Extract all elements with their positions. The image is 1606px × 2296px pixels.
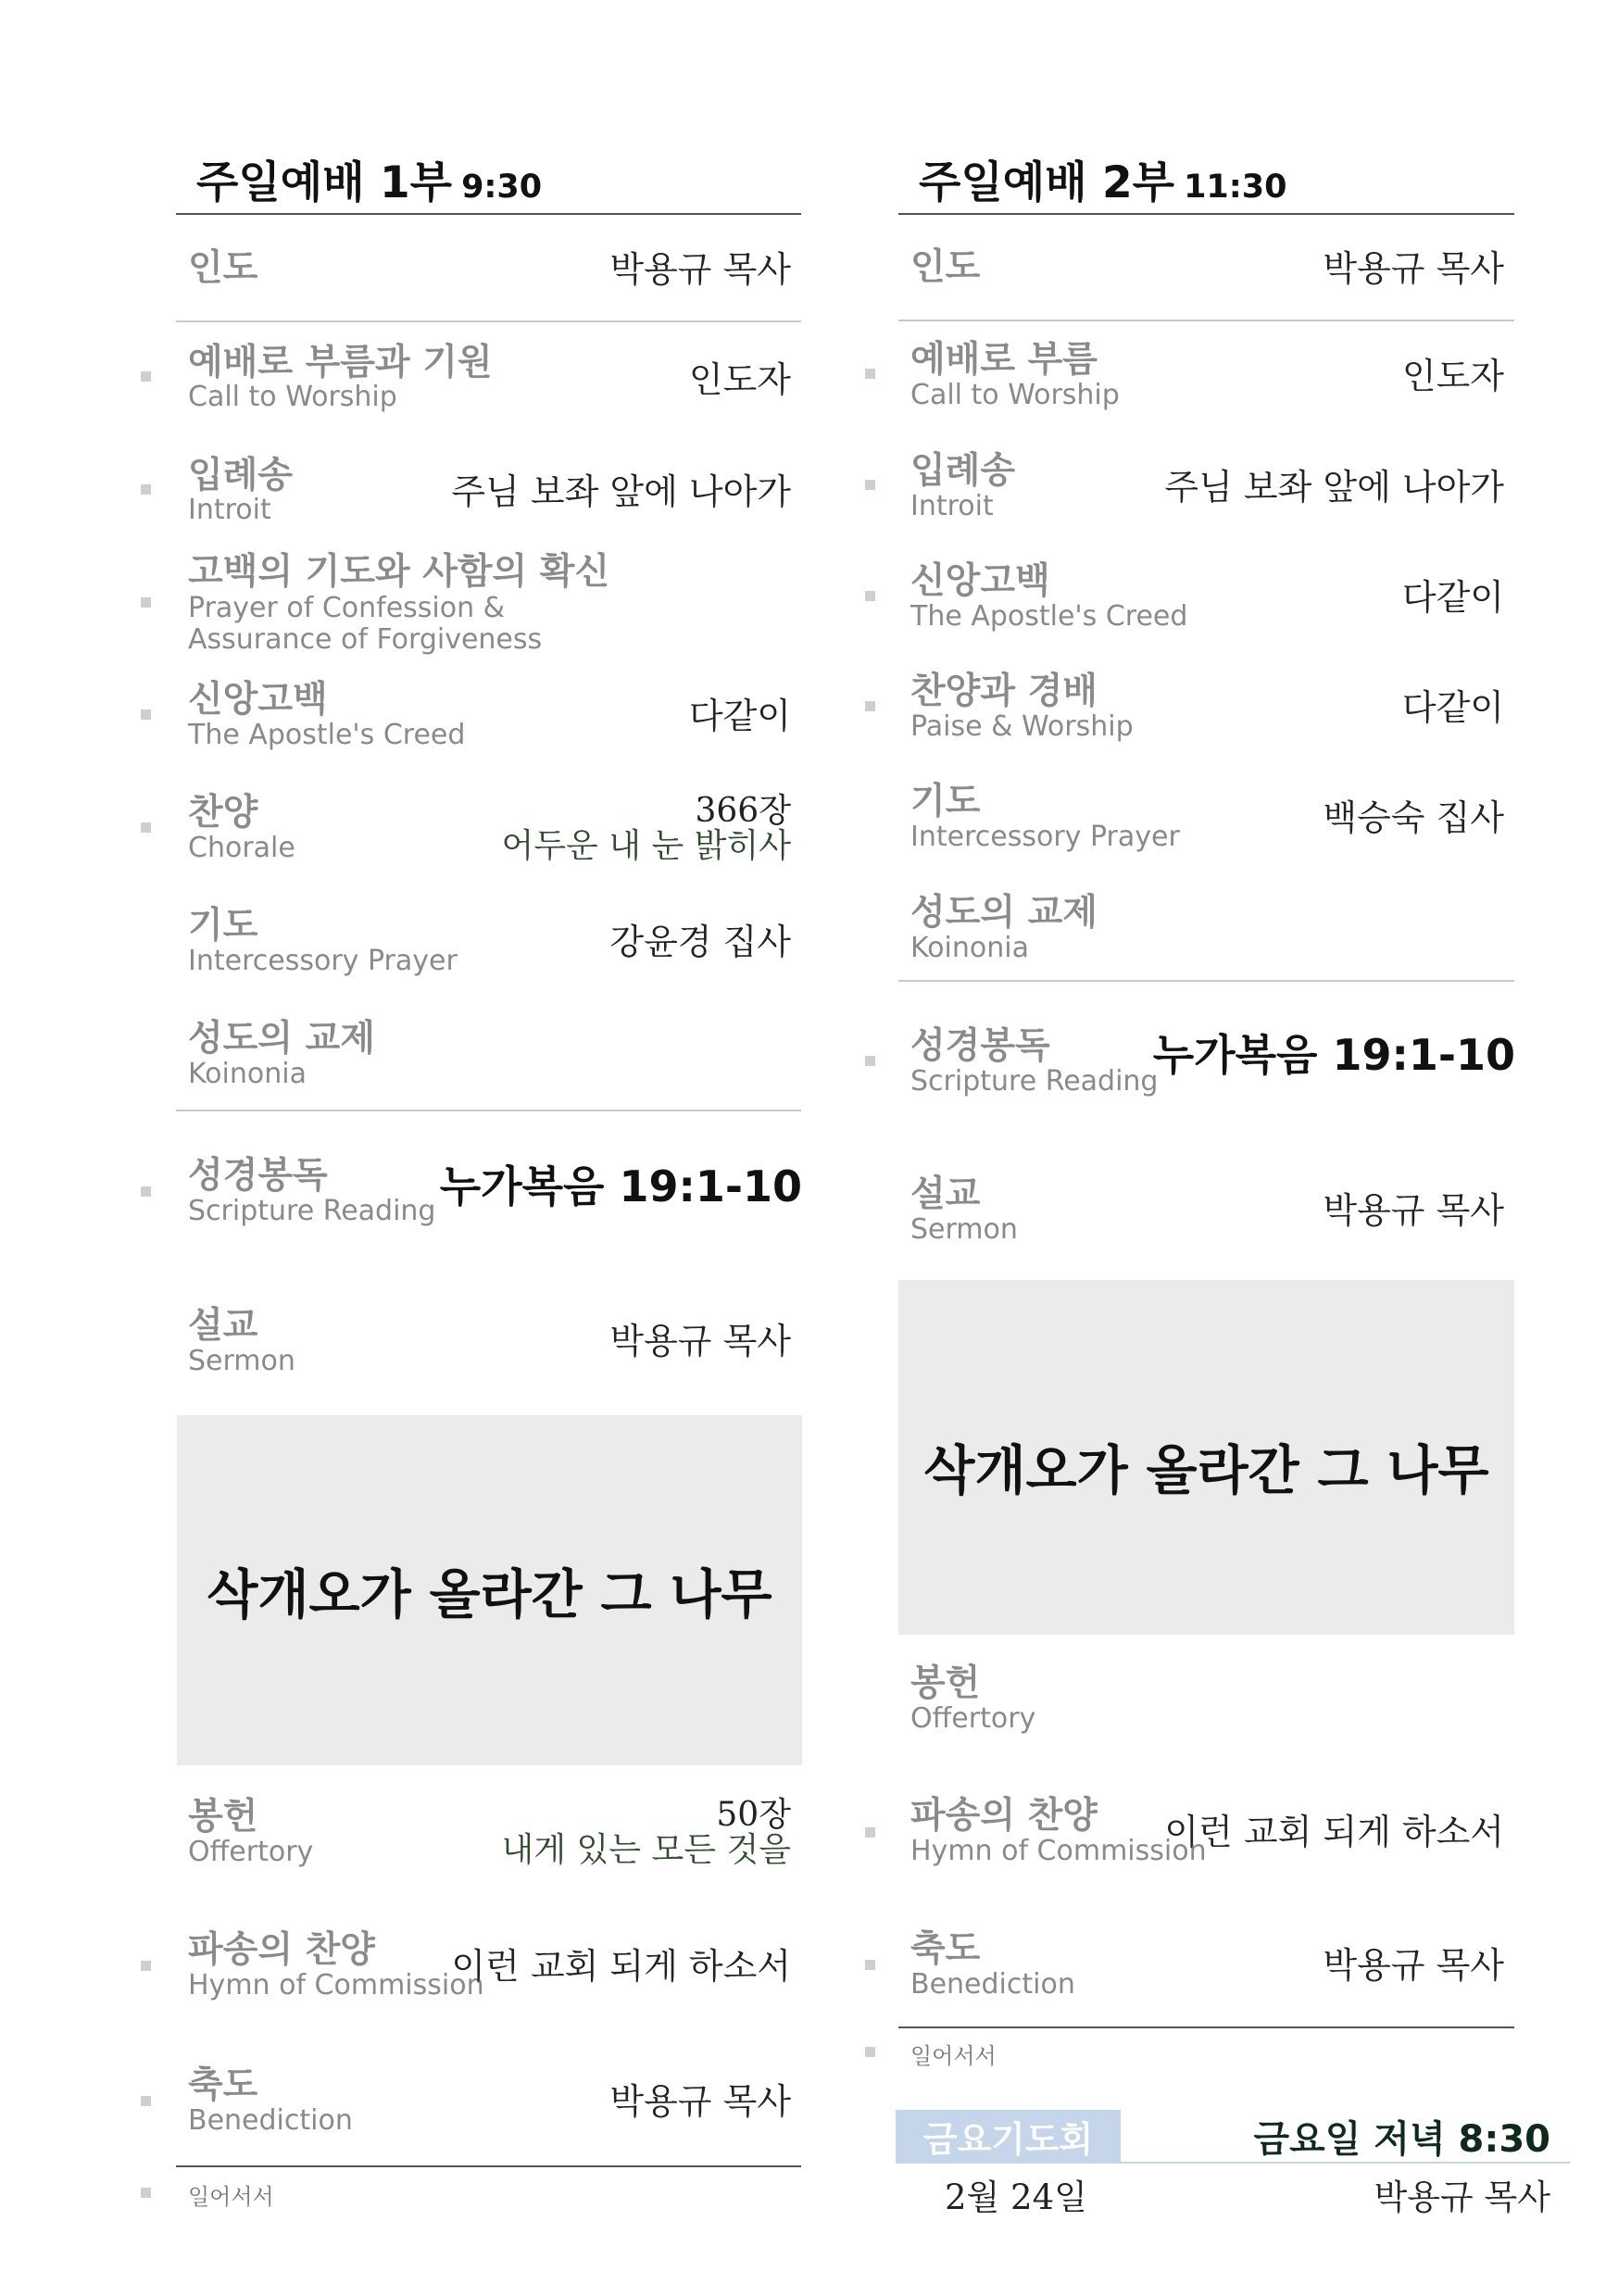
service1-item-en: Hymn of Commission [188, 1969, 484, 2001]
service1-item-value: 박용규 목사 [609, 2081, 791, 2122]
friday-leader: 박용규 목사 [1374, 2177, 1550, 2217]
service2-item-value: 다같이 [1401, 687, 1504, 728]
service2-item-en: Intercessory Prayer [910, 821, 1180, 853]
service1-item-value: 이런 교회 되게 하소서 [451, 1946, 791, 1987]
service2-leader-name: 박용규 목사 [1323, 248, 1504, 289]
service1-item-value: 50장 [716, 1796, 791, 1834]
service2-item-ko: 예배로 부름 [910, 339, 1098, 381]
service2-item-ko: 찬양과 경배 [910, 671, 1098, 712]
service2-item-value: 주님 보좌 앞에 나아가 [1164, 467, 1504, 508]
service2-sermon-title: 삭개오가 올라간 그 나무 [923, 1440, 1489, 1501]
service1-item-ko: 성경봉독 [188, 1155, 328, 1197]
bullet-marker [141, 2188, 151, 2198]
service1-sermon-title: 삭개오가 올라간 그 나무 [207, 1564, 772, 1625]
service2-item-ko: 봉헌 [910, 1662, 981, 1704]
service1-item-en: Intercessory Prayer [188, 945, 458, 977]
service1-item-ko: 봉헌 [188, 1796, 258, 1838]
service1-koinonia-rule [176, 1110, 801, 1111]
bullet-marker [141, 2096, 151, 2106]
bullet-marker [141, 709, 151, 720]
service2-time: 11:30 [1184, 169, 1287, 206]
bullet-marker [865, 2047, 875, 2057]
service1-item-en: Chorale [188, 832, 295, 864]
service2-item-ko: 파송의 찬양 [910, 1795, 1098, 1837]
service2-leader-label: 인도 [910, 246, 981, 288]
service1-leader-name: 박용규 목사 [609, 249, 791, 290]
service1-item-ko: 축도 [188, 2064, 258, 2106]
service1-item-ko: 고백의 기도와 사함의 확신 [188, 551, 610, 593]
service1-item-value: 인도자 [688, 359, 791, 400]
service2-bottom-rule [898, 2026, 1514, 2028]
service1-item-en: The Apostle's Creed [188, 719, 466, 751]
service1-item-en: Offertory [188, 1836, 314, 1868]
service1-item-en: Benediction [188, 2104, 353, 2137]
service2-top-rule [898, 213, 1514, 215]
service2-item-en: Paise & Worship [910, 710, 1134, 743]
service1-item-en: Koinonia [188, 1058, 307, 1090]
service1-title-text: 주일예배 1부 [196, 157, 453, 208]
bullet-marker [865, 1960, 875, 1970]
service1-scripture-value: 누가복음 19:1-10 [439, 1161, 802, 1211]
service1-leader-rule [176, 320, 801, 322]
service2-item-en: Scripture Reading [910, 1065, 1159, 1098]
bullet-marker [141, 1961, 151, 1971]
service1-item-ko: 찬양 [188, 792, 258, 834]
service1-item-value: 366장 [695, 792, 791, 830]
service2-item-ko: 입례송 [910, 450, 1016, 492]
service2-item-ko: 신앙고백 [910, 560, 1050, 602]
service1-item-value: 내게 있는 모든 것을 [501, 1831, 791, 1869]
service2-leader-rule [898, 320, 1514, 321]
service1-item-value: 박용규 목사 [609, 1321, 791, 1361]
service2-item-value: 이런 교회 되게 하소서 [1164, 1812, 1504, 1852]
service2-item-value: 백승숙 집사 [1323, 797, 1504, 838]
bullet-marker [141, 371, 151, 382]
service2-item-ko: 설교 [910, 1173, 981, 1215]
service2-item-en: Offertory [910, 1702, 1036, 1735]
service1-item-value: 어두운 내 눈 밝히사 [501, 827, 791, 865]
service1-top-rule [176, 213, 801, 215]
service2-item-value: 인도자 [1401, 356, 1504, 396]
service2-item-en: Koinonia [910, 932, 1029, 964]
bullet-marker [141, 1186, 151, 1197]
service1-item-ko: 파송의 찬양 [188, 1929, 375, 1971]
bullet-marker [865, 1827, 875, 1838]
service2-item-value: 박용규 목사 [1323, 1190, 1504, 1231]
service1-item-en: Introit [188, 494, 271, 526]
bullet-marker [141, 597, 151, 608]
service2-sermon-box [898, 1280, 1514, 1635]
bullet-marker [141, 484, 151, 495]
service2-title [919, 148, 1287, 210]
bullet-marker [865, 369, 875, 379]
friday-prayer-tag [896, 2110, 1121, 2162]
service2-item-ko: 성도의 교제 [910, 892, 1098, 934]
service1-item-en: Sermon [188, 1345, 295, 1377]
bullet-marker [141, 822, 151, 833]
service2-item-en: Introit [910, 490, 994, 522]
service1-item-value: 강윤경 집사 [609, 922, 791, 962]
service2-koinonia-rule [898, 980, 1514, 982]
service2-item-en: Sermon [910, 1213, 1018, 1246]
service1-item-ko: 입례송 [188, 455, 294, 496]
bullet-marker [865, 591, 875, 601]
service2-item-ko: 성경봉독 [910, 1025, 1050, 1067]
service1-item-en: Call to Worship [188, 381, 397, 413]
service1-title [196, 148, 542, 210]
service2-item-en: The Apostle's Creed [910, 600, 1188, 633]
friday-date: 2월 24일 [945, 2177, 1087, 2217]
service1-item-value: 다같이 [688, 696, 791, 736]
service1-bottom-rule [176, 2165, 801, 2167]
friday-prayer-label: 금요기도회 [922, 2118, 1094, 2160]
service1-item-ko: 성도의 교제 [188, 1018, 375, 1060]
service1-time: 9:30 [461, 169, 543, 206]
service2-title-text: 주일예배 2부 [919, 157, 1175, 208]
service2-item-value: 다같이 [1401, 577, 1504, 618]
friday-time: 금요일 저녁 8:30 [1253, 2118, 1550, 2161]
bullet-marker [865, 701, 875, 711]
service1-item-value: 주님 보좌 앞에 나아가 [451, 471, 791, 512]
service1-item-ko: 기도 [188, 905, 258, 947]
service1-leader-label: 인도 [188, 247, 258, 289]
service2-item-en: Call to Worship [910, 379, 1120, 411]
service2-scripture-value: 누가복음 19:1-10 [1152, 1030, 1515, 1080]
service1-item-en: Scripture Reading [188, 1195, 436, 1227]
service2-item-en: Hymn of Commission [910, 1835, 1207, 1867]
service1-sermon-box [177, 1415, 802, 1765]
service2-item-en: Benediction [910, 1968, 1075, 2001]
bullet-marker [865, 480, 875, 490]
service1-standing-note: 일어서서 [188, 2184, 274, 2210]
service2-standing-note: 일어서서 [910, 2043, 997, 2069]
service1-item-en: Assurance of Forgiveness [188, 623, 543, 656]
service2-item-ko: 기도 [910, 781, 981, 822]
service2-item-ko: 축도 [910, 1928, 981, 1970]
service1-item-en: Prayer of Confession & [188, 592, 506, 624]
service1-item-ko: 설교 [188, 1305, 258, 1347]
bullet-marker [865, 1056, 875, 1066]
service1-item-ko: 신앙고백 [188, 679, 328, 721]
service1-item-ko: 예배로 부름과 기원 [188, 342, 493, 383]
service2-item-value: 박용규 목사 [1323, 1945, 1504, 1986]
